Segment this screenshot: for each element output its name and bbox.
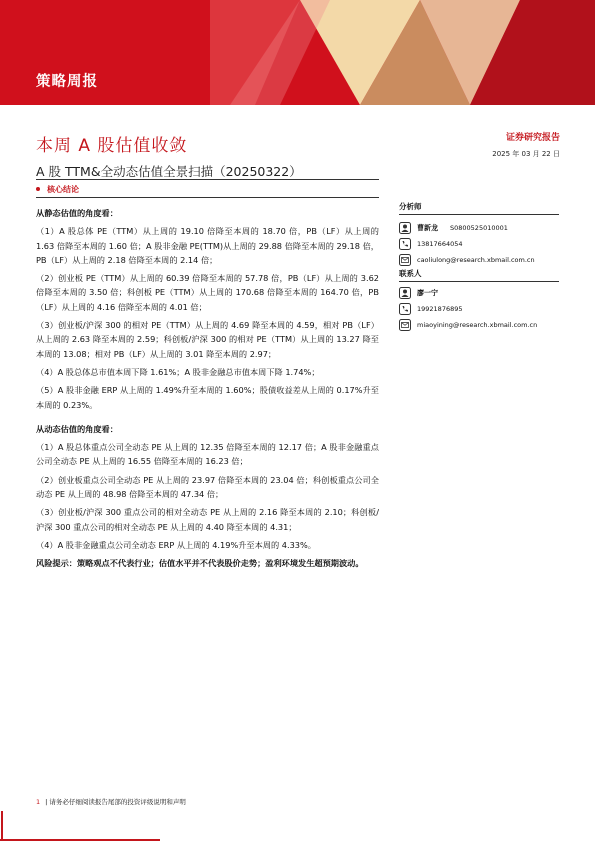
contact-name: 廖一宁 <box>417 289 438 297</box>
analyst-cert: S0800525010001 <box>450 224 508 232</box>
footer-corner-decoration <box>0 811 165 841</box>
email-icon <box>399 319 411 331</box>
section-rule <box>36 197 379 198</box>
main-body <box>36 206 379 571</box>
title-rule <box>36 179 379 180</box>
analyst-name: 曹新龙 <box>417 224 438 232</box>
contact-email[interactable]: miaoyining@research.xbmail.com.cn <box>417 321 538 329</box>
static-paragraph: （3）创业板/沪深 300 的相对 PE（TTM）从上周的 4.69 降至本周的 4.59，相对 PB（LF）从上周的 2.63 降至本周的 2.59；科创板/沪深 300 的相对 PE（TTM）从上周的 13.27 降至本周的 13.08；相对 PB（LF）从上周的 3.01 降至本周的 2.97； <box>36 320 379 359</box>
static-paragraph: （4）A 股总体总市值本周下降 1.61%；A 股非金融总市值本周下降 1.74%； <box>36 366 320 377</box>
footer <box>36 797 186 806</box>
page-title: 本周 A 股估值收敛 <box>36 136 188 156</box>
analyst-block <box>399 201 559 268</box>
static-paragraph: （2）创业板 PE（TTM）从上周的 60.39 倍降至本周的 57.78 倍，PB（LF）从上周的 3.62 倍降至本周的 3.50 倍；科创板 PE（TTM）从上周的 170.68 倍降至本周的 164.70 倍，PB（LF）从上周的 4.16 倍降至本周的 4.01 倍； <box>36 273 379 312</box>
analyst-phone: 13817664054 <box>417 240 463 248</box>
footer-disclaimer: 请务必仔细阅读报告尾部的投资评级说明和声明 <box>49 798 186 806</box>
risk-warning: 风险提示：策略观点不代表行业；估值水平并不代表股价走势；盈利环境发生超预期波动。 <box>36 558 364 569</box>
dynamic-paragraph: （4）A 股非金融重点公司全动态 ERP 从上周的 4.19%升至本周的 4.33%。 <box>36 539 316 550</box>
section-label: 核心结论 <box>47 185 79 194</box>
research-type: 证券研究报告 <box>505 133 560 143</box>
contact-label: 联系人 <box>399 269 422 278</box>
analyst-phone-row <box>399 236 559 252</box>
dynamic-paragraph: （2）创业板重点公司全动态 PE 从上周的 23.97 倍降至本周的 23.04 倍；科创板重点公司全动态 PE 从上周的 48.98 倍降至本周的 47.34 倍； <box>36 474 379 500</box>
contact-phone: 19921876895 <box>417 305 463 313</box>
analyst-email-row <box>399 252 559 268</box>
static-heading: 从静态估值的角度看： <box>36 208 118 218</box>
static-paragraph: （1）A 股总体 PE（TTM）从上周的 19.10 倍降至本周的 18.70 倍，PB（LF）从上周的 1.63 倍降至本周的 1.60 倍；A 股非金融 PE(TTM)从上周的 29.88 倍降至本周的 29.18 倍，PB（LF）从上周的 2.18 倍降至本周的 2.14 倍； <box>36 226 379 265</box>
contact-block <box>399 268 559 333</box>
bullet-icon <box>36 187 40 191</box>
static-paragraph: （5）A 股非金融 ERP 从上周的 1.49%升至本周的 1.60%；股债收益差从上周的 0.17%升至本周的 0.23%。 <box>36 385 379 410</box>
section-heading <box>36 184 79 195</box>
person-icon <box>399 222 411 234</box>
phone-icon <box>399 303 411 315</box>
contact-phone-row <box>399 301 559 317</box>
analyst-email[interactable]: caoliulong@research.xbmail.com.cn <box>417 256 535 264</box>
dynamic-heading: 从动态估值的角度看： <box>36 423 118 434</box>
page-subtitle: A 股 TTM&全动态估值全景扫描（20250322） <box>36 164 302 179</box>
person-icon <box>399 287 411 299</box>
email-icon <box>399 254 411 266</box>
analyst-label: 分析师 <box>399 202 422 211</box>
dynamic-paragraph: （3）创业板/沪深 300 重点公司的相对全动态 PE 从上周的 2.16 降至本周的 2.10；科创板/沪深 300 重点公司的相对全动态 PE 从上周的 4.40 降至本周的 4.31； <box>36 507 379 532</box>
report-date: 2025 年 03 月 22 日 <box>492 150 560 158</box>
dynamic-paragraph: （1）A 股总体重点公司全动态 PE 从上周的 12.35 倍降至本周的 12.17 倍；A 股非金融重点公司全动态 PE 从上周的 16.55 倍降至本周的 16.23 倍； <box>36 442 379 467</box>
contact-email-row <box>399 317 559 333</box>
report-type: 策略周报 <box>36 74 98 90</box>
analyst-row <box>399 220 559 236</box>
contact-row <box>399 285 559 301</box>
phone-icon <box>399 238 411 250</box>
page-number: 1 <box>36 798 41 806</box>
footer-sep: | <box>45 798 48 806</box>
